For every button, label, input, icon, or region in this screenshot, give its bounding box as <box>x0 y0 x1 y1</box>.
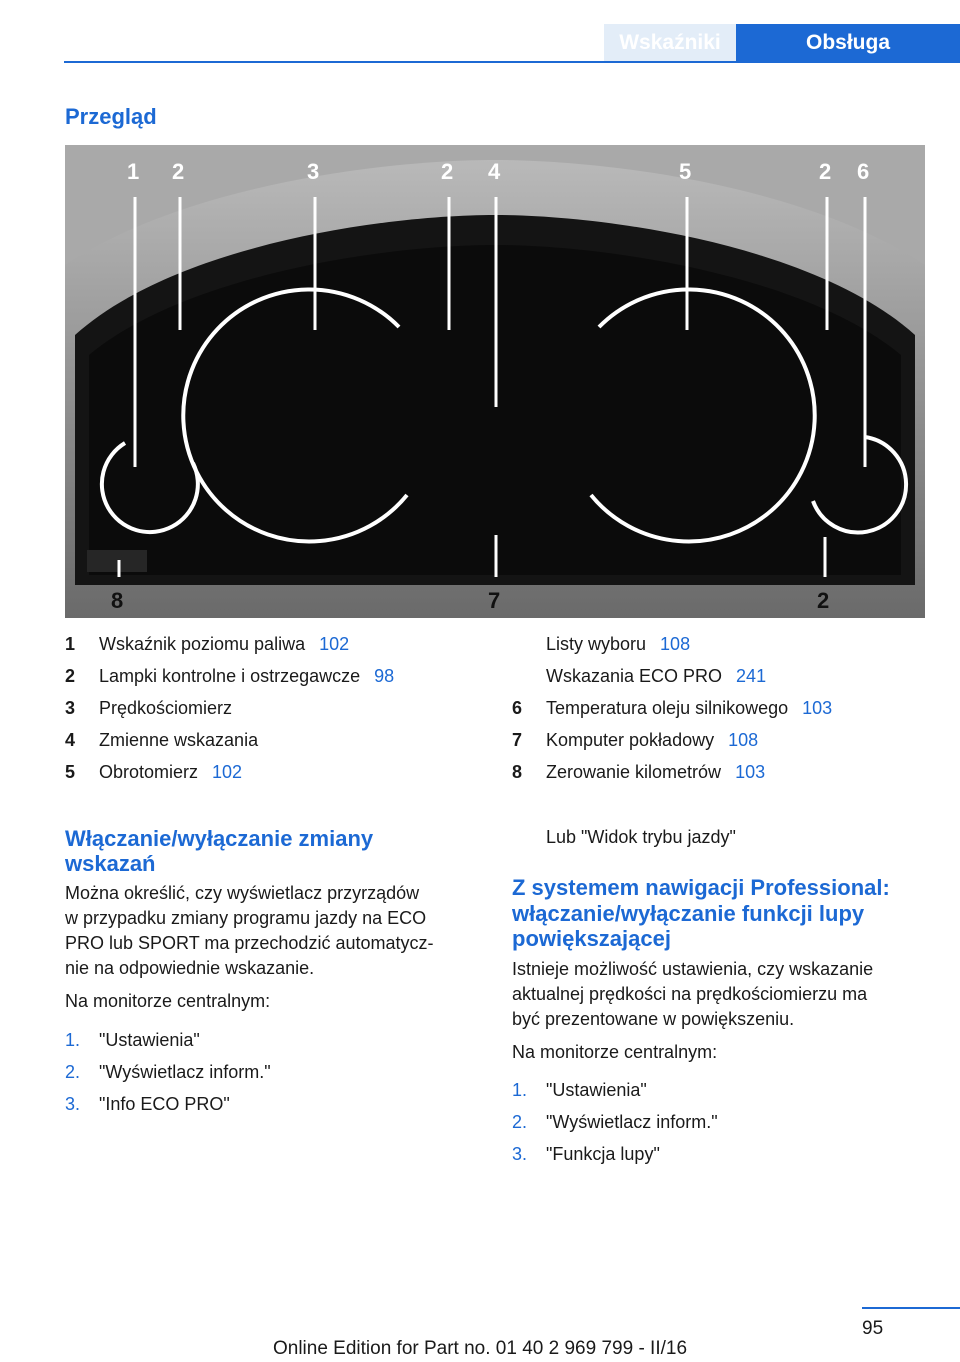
callout-2: 2 <box>817 588 830 613</box>
page-reference-link[interactable]: 98 <box>374 666 395 686</box>
legend-number: 8 <box>512 762 523 782</box>
legend-item <box>65 661 394 691</box>
zoom-intro: Na monitorze centralnym: <box>512 1042 718 1062</box>
instrument-cluster-photo <box>65 145 925 618</box>
legend-text: Lampki kontrolne i ostrzegawcze <box>99 666 361 686</box>
step-text: "Info ECO PRO" <box>99 1094 230 1114</box>
page-reference-link[interactable]: 108 <box>660 634 691 654</box>
callout-6: 6 <box>857 159 870 184</box>
legend-text: Wskaźnik poziomu paliwa <box>99 634 306 654</box>
legend-item <box>65 693 232 723</box>
step-number: 3. <box>512 1144 528 1164</box>
tab-wskazniki[interactable]: Wskaźniki <box>604 24 736 62</box>
page-number: 95 <box>862 1318 884 1339</box>
step-text: "Wyświetlacz inform." <box>99 1062 271 1082</box>
legend-item <box>65 725 258 755</box>
display-switch-title-line2: wskazań <box>65 851 156 876</box>
callout-3: 3 <box>307 159 320 184</box>
body-line: PRO lub SPORT ma przechodzić automatycz‐ <box>65 933 434 953</box>
body-line: w przypadku zmiany programu jazdy na ECO <box>65 908 427 928</box>
body-line: nie na odpowiednie wskazanie. <box>65 958 315 978</box>
legend-text: Zerowanie kilometrów <box>546 762 722 782</box>
legend-number: 6 <box>512 698 523 718</box>
callout-2: 2 <box>819 159 832 184</box>
step-number: 1. <box>65 1030 81 1050</box>
legend-number: 3 <box>65 698 76 718</box>
callout-1: 1 <box>127 159 140 184</box>
callout-2: 2 <box>441 159 454 184</box>
page-reference-link[interactable]: 241 <box>736 666 767 686</box>
legend-text: Wskazania ECO PRO <box>546 666 723 686</box>
legend-number: 4 <box>65 730 76 750</box>
callout-5: 5 <box>679 159 692 184</box>
legend-item <box>512 693 832 723</box>
body-line: Istnieje możliwość ustawienia, czy wskazanie <box>512 959 874 979</box>
trip-reset-button-area <box>87 550 147 572</box>
overview-title: Przegląd <box>65 104 157 129</box>
callout-4: 4 <box>488 159 501 184</box>
body-line: Można określić, czy wyświetlacz przyrządów <box>65 883 420 903</box>
page-reference-link[interactable]: 102 <box>212 762 243 782</box>
footer-divider <box>862 1307 960 1309</box>
legend-text: Obrotomierz <box>99 762 199 782</box>
legend-number: 7 <box>512 730 523 750</box>
page-reference-link[interactable]: 102 <box>319 634 350 654</box>
step-number: 1. <box>512 1080 528 1100</box>
legend-item <box>512 629 690 659</box>
callout-7: 7 <box>488 588 501 613</box>
tab-obsluga[interactable]: Obsługa <box>736 24 960 62</box>
display-switch-title-line1: Włączanie/wyłączanie zmiany <box>65 826 374 851</box>
step-item <box>512 1075 647 1105</box>
body-line: aktualnej prędkości na prędkościomierzu ma <box>512 984 868 1004</box>
display-switch-body <box>65 881 433 981</box>
legend-number: 1 <box>65 634 76 654</box>
callout-8: 8 <box>111 588 124 613</box>
step-text: "Wyświetlacz inform." <box>546 1112 718 1132</box>
legend-text: Prędkościomierz <box>99 698 233 718</box>
legend-item <box>65 757 242 787</box>
step-item <box>65 1025 200 1055</box>
display-switch-intro: Na monitorze centralnym: <box>65 991 271 1011</box>
legend-item <box>512 661 766 691</box>
page-reference-link[interactable]: 103 <box>802 698 833 718</box>
step-text: "Ustawienia" <box>99 1030 200 1050</box>
legend-text: Listy wyboru <box>546 634 647 654</box>
legend-text: Temperatura oleju silnikowego <box>546 698 789 718</box>
step-text: "Ustawienia" <box>546 1080 647 1100</box>
step-item <box>65 1057 271 1087</box>
body-line: być prezentowane w powiększeniu. <box>512 1009 795 1029</box>
legend-number: 2 <box>65 666 76 686</box>
legend-item <box>512 725 758 755</box>
page-reference-link[interactable]: 103 <box>735 762 766 782</box>
step-number: 2. <box>512 1112 528 1132</box>
page-reference-link[interactable]: 108 <box>728 730 759 750</box>
legend-text: Zmienne wskazania <box>99 730 259 750</box>
header-divider <box>64 61 960 63</box>
step-item <box>512 1139 660 1169</box>
zoom-body <box>512 957 873 1032</box>
legend-text: Komputer pokładowy <box>546 730 715 750</box>
edition-footer: Online Edition for Part no. 01 40 2 969 799 - II/16 <box>272 1338 688 1359</box>
zoom-title-line2: włączanie/wyłączanie funkcji lupy <box>512 901 865 926</box>
step-number: 3. <box>65 1094 81 1114</box>
legend-number: 5 <box>65 762 76 782</box>
legend-note: Lub "Widok trybu jazdy" <box>546 827 736 847</box>
legend-item <box>512 757 765 787</box>
zoom-title-line3: powiększającej <box>512 926 671 951</box>
step-item <box>512 1107 718 1137</box>
step-item <box>65 1089 230 1119</box>
step-number: 2. <box>65 1062 81 1082</box>
step-text: "Funkcja lupy" <box>546 1144 660 1164</box>
legend-item <box>65 629 349 659</box>
zoom-title-line1: Z systemem nawigacji Professional: <box>512 875 890 900</box>
callout-2: 2 <box>172 159 185 184</box>
